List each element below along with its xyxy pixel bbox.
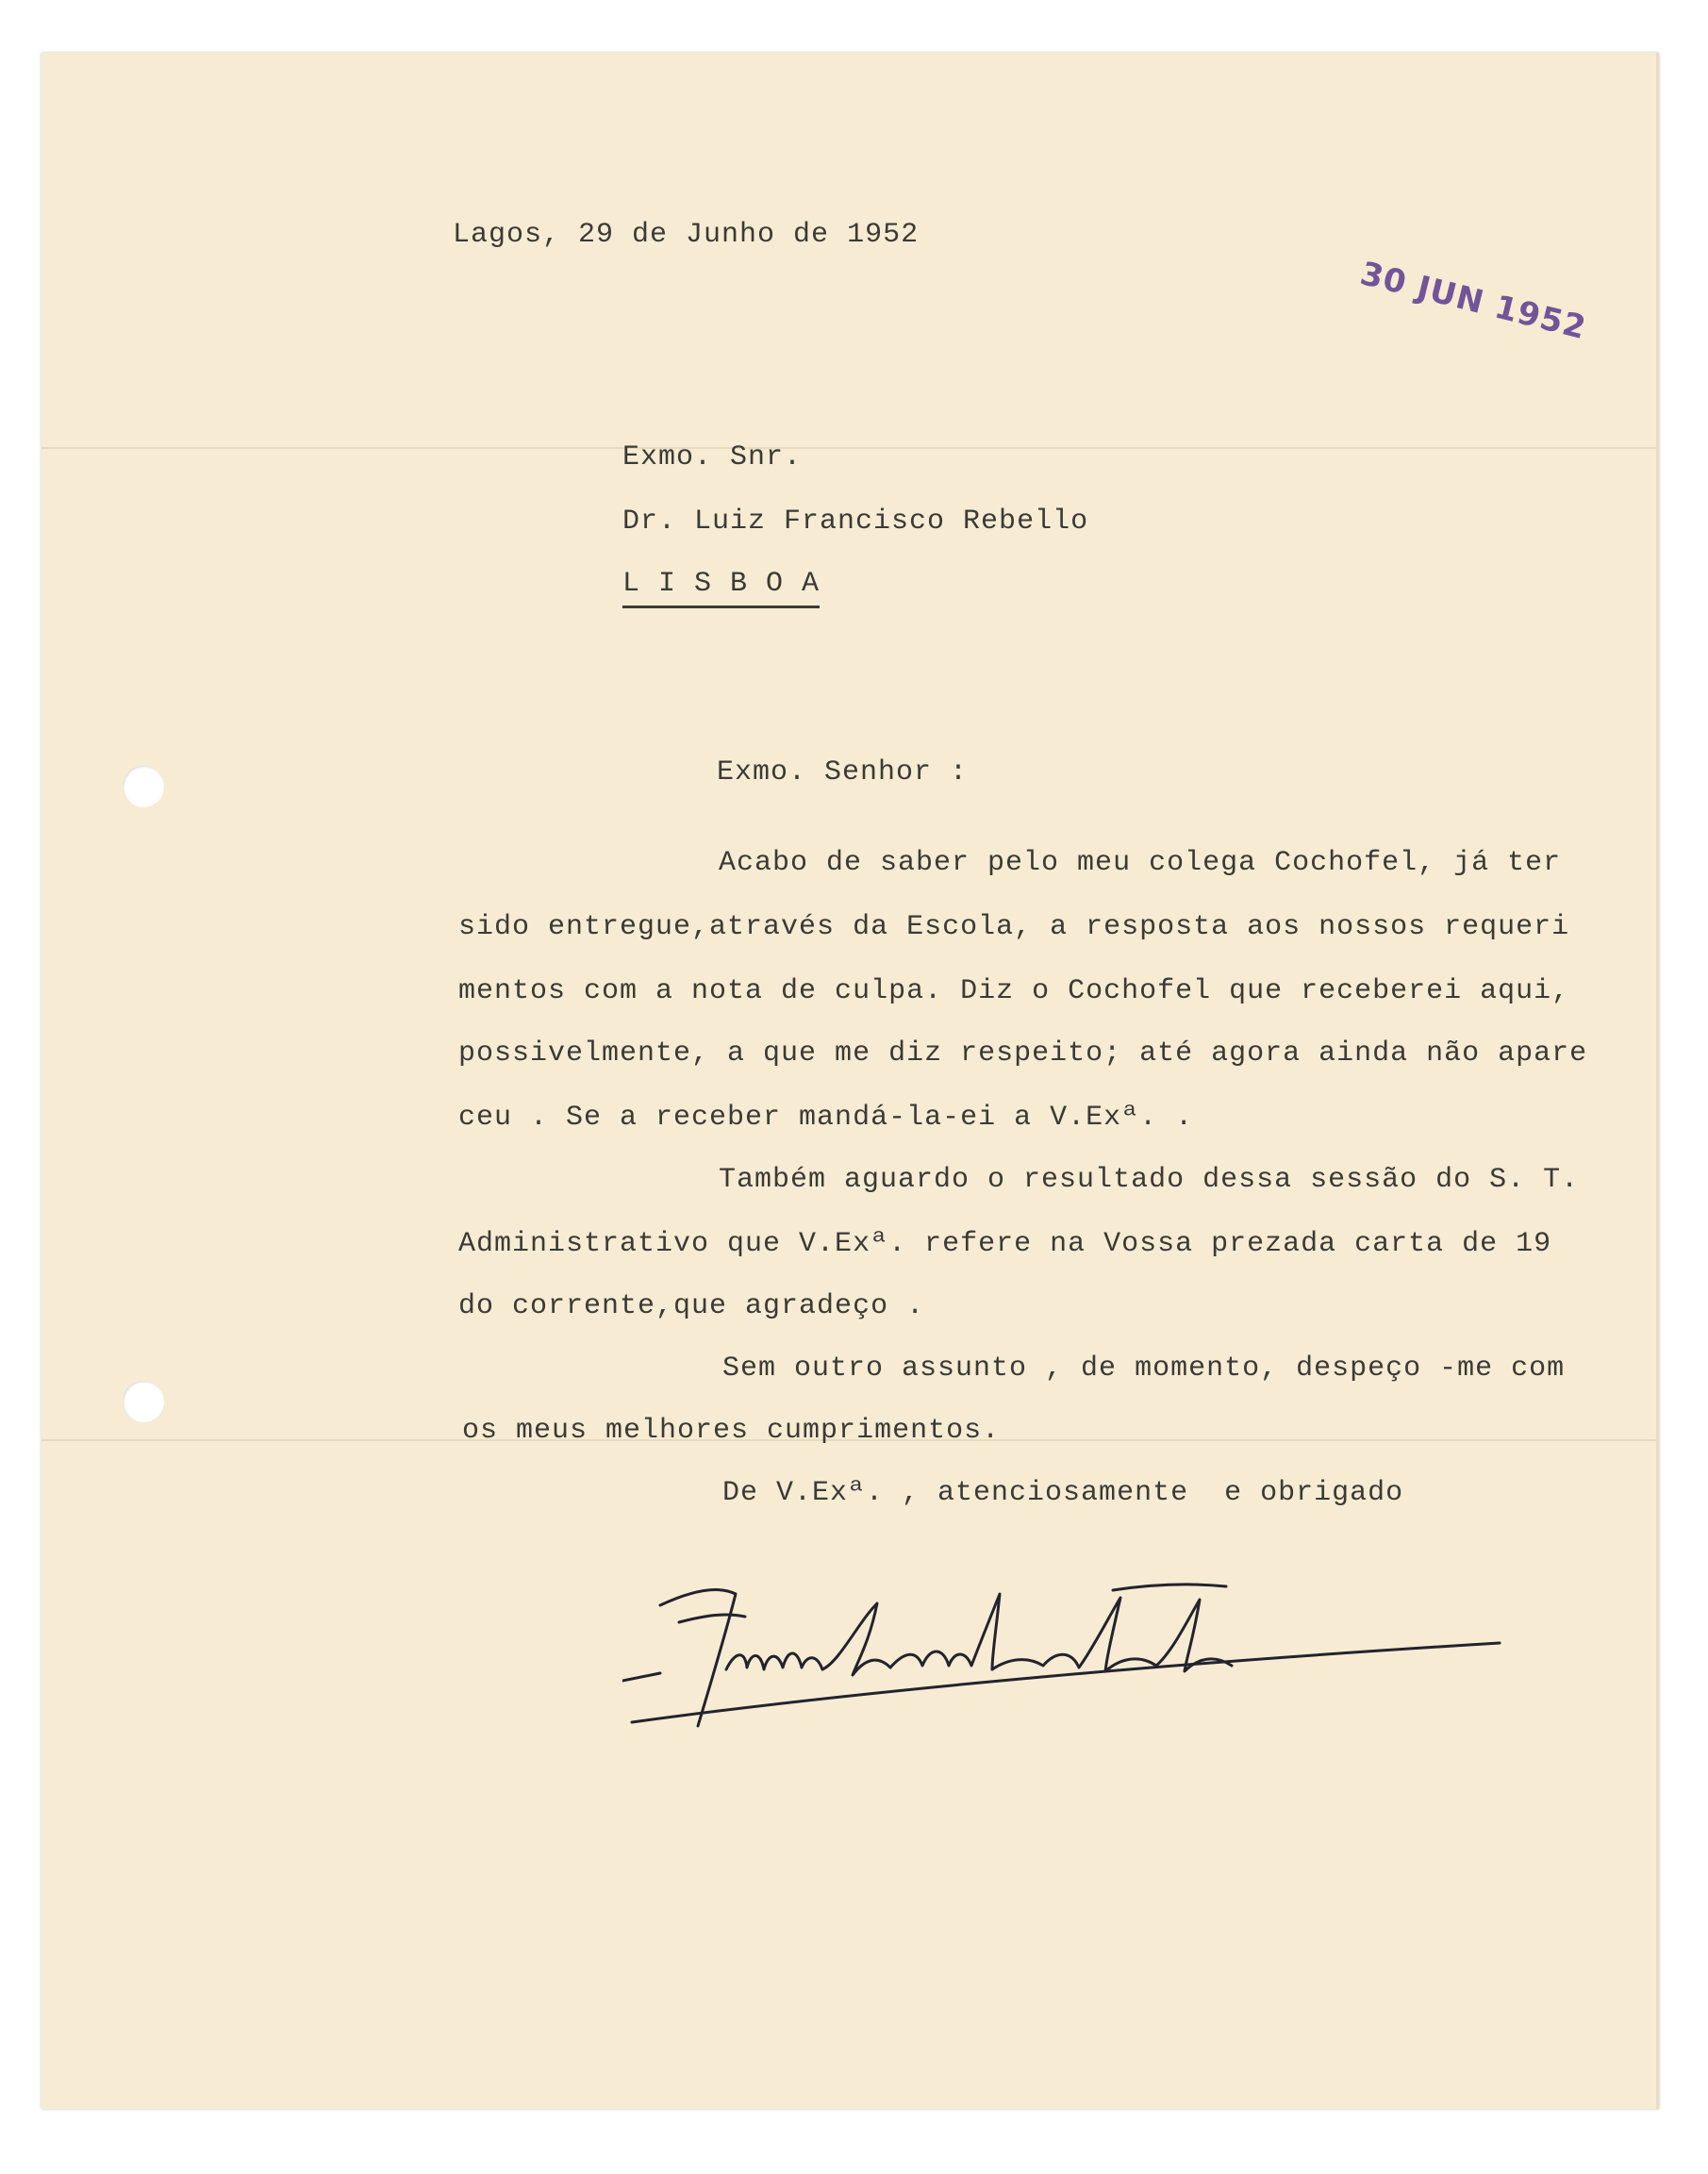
date-line: Lagos, 29 de Junho de 1952	[453, 219, 920, 251]
recipient-name: Dr. Luiz Francisco Rebello	[622, 506, 1089, 538]
body-line: ceu . Se a receber mandá-la-ei a V.Exª. .	[458, 1102, 1194, 1134]
punch-hole	[123, 766, 164, 807]
body-line: os meus melhores cumprimentos.	[462, 1415, 1001, 1447]
body-line: Também aguardo o resultado dessa sessão do S. T.	[719, 1164, 1580, 1196]
body-line: mentos com a nota de culpa. Diz o Cochofel que receberei aqui,	[458, 975, 1570, 1007]
body-line: possivelmente, a que me diz respeito; até agora ainda não apare	[458, 1037, 1588, 1070]
greeting: Exmo. Senhor :	[717, 756, 969, 788]
body-line: Sem outro assunto , de momento, despeço -me com	[722, 1353, 1566, 1385]
received-date-stamp: 30 JUN 1952	[1356, 255, 1591, 348]
body-line: sido entregue,através da Escola, a resposta aos nossos requeri	[458, 911, 1570, 943]
punch-hole	[123, 1381, 164, 1422]
body-line: Administrativo que V.Exª. refere na Vossa prezada carta de 19	[458, 1228, 1552, 1260]
body-line: Acabo de saber pelo meu colega Cochofel, já ter	[719, 847, 1562, 879]
body-line: do corrente,que agradeço .	[458, 1290, 925, 1322]
closing-line: De V.Exª. , atenciosamente e obrigado	[722, 1477, 1404, 1509]
paper-fold-line	[41, 447, 1656, 449]
recipient-city: L I S B O A	[622, 568, 820, 608]
handwritten-signature	[622, 1556, 1509, 1745]
recipient-salutation: Exmo. Snr.	[622, 441, 803, 473]
letter-page	[41, 53, 1659, 2109]
